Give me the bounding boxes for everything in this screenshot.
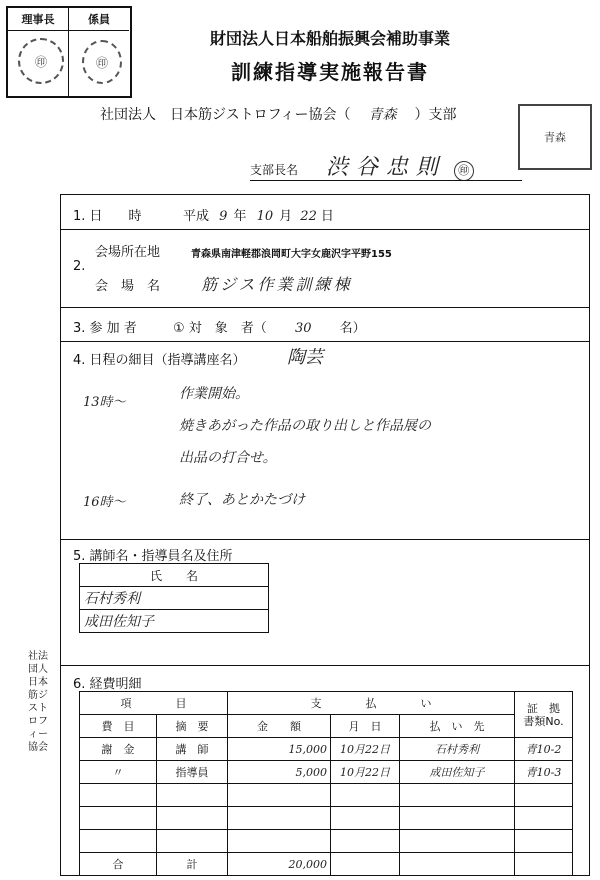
table-row (80, 807, 573, 830)
chairman-seal: ㊞ (18, 38, 64, 84)
chief-seal: ㊞ (454, 161, 474, 181)
chief-underline (250, 180, 522, 181)
report-form (60, 194, 590, 876)
org-line: 社団法人 日本筋ジストロフィー協会（ 青森 ）支部 (100, 107, 457, 123)
branch-suffix: 支部 (428, 107, 457, 123)
table-row: 謝 金 講 師 15,000 10月22日 石村秀利 青10-2 (80, 738, 573, 761)
chief-line (250, 150, 474, 181)
schedule-label: 4. 日程の細目（指導講座名） (73, 353, 246, 368)
exp-sub-date: 月 日 (331, 715, 400, 738)
schedule-text-2: 焼きあがった作品の取り出しと作品展の (179, 418, 431, 434)
exp-head-pay: 支 払 い (228, 692, 515, 715)
approval-stamp-box (6, 6, 132, 98)
exp-head-proof: 証 拠 書類No. (515, 692, 573, 738)
date-label: 1. 日 時 (73, 209, 142, 224)
venue-address-label: 会場所在地 (95, 245, 161, 260)
venue-num: 2. (73, 259, 86, 274)
venue-name: 筋ジス作業訓練棟 (201, 275, 353, 294)
total-amount: 20,000 (228, 853, 331, 876)
instructors-table (79, 563, 269, 633)
total-label-2: 計 (157, 853, 228, 876)
instructor-name-2: 成田佐知子 (80, 610, 269, 633)
instructor-name-1: 石村秀利 (80, 587, 269, 610)
chairman-label: 理事長 (8, 8, 68, 31)
participant-count: 30 (294, 321, 312, 336)
chief-name: 渋谷忠則 (325, 155, 446, 180)
schedule-time-4: 16時〜 (83, 495, 126, 510)
schedule-text-3: 出品の打合せ。 (179, 450, 277, 466)
branch-name: 青森 (368, 107, 397, 123)
schedule-text-1: 作業開始。 (179, 386, 249, 402)
total-row (80, 853, 573, 876)
chief-label: 支部長名 (250, 163, 299, 177)
sponsor-title: 財団法人日本船舶振興会補助事業 (209, 29, 450, 48)
expenses-table (79, 691, 573, 876)
date-value: 平成 9 年 10 月 22 日 (183, 209, 334, 224)
clerk-seal: ㊞ (82, 40, 122, 84)
venue-name-label: 会 場 名 (95, 279, 161, 294)
org-name: 社団法人 日本筋ジストロフィー協会 (100, 107, 337, 123)
table-row (80, 830, 573, 853)
table-row (80, 784, 573, 807)
page-title: 訓練指導実施報告書 (231, 60, 429, 84)
total-label-1: 合 (80, 853, 157, 876)
venue-address: 青森県南津軽郡浪岡町大字女鹿沢字平野155 (191, 249, 392, 260)
exp-sub-amount: 金 額 (228, 715, 331, 738)
schedule-time-1: 13時〜 (83, 395, 126, 410)
course-name: 陶芸 (287, 347, 323, 368)
exp-sub-expense: 費 目 (80, 715, 157, 738)
branch-stamp-text: 青森 (544, 131, 566, 144)
schedule-text-4: 終了、あとかたづけ (179, 492, 305, 508)
exp-sub-payee: 払 い 先 (400, 715, 515, 738)
exp-head-item: 項 目 (80, 692, 228, 715)
table-row: 〃 指導員 5,000 10月22日 成田佐知子 青10-3 (80, 761, 573, 784)
side-org-text: 社法団人日本筋ジストロフィー協会 (28, 651, 48, 753)
participants-value: ① 対 象 者（ 30 名） (173, 321, 366, 336)
instructors-col-header: 氏 名 (80, 564, 269, 587)
expenses-label: 6. 経費明細 (73, 677, 142, 692)
exp-sub-summary: 摘 要 (157, 715, 228, 738)
participants-label: 3. 参 加 者 (73, 321, 137, 336)
clerk-label: 係員 (69, 8, 129, 31)
instructors-label: 5. 講師名・指導員名及住所 (73, 549, 233, 564)
branch-stamp (518, 104, 592, 170)
